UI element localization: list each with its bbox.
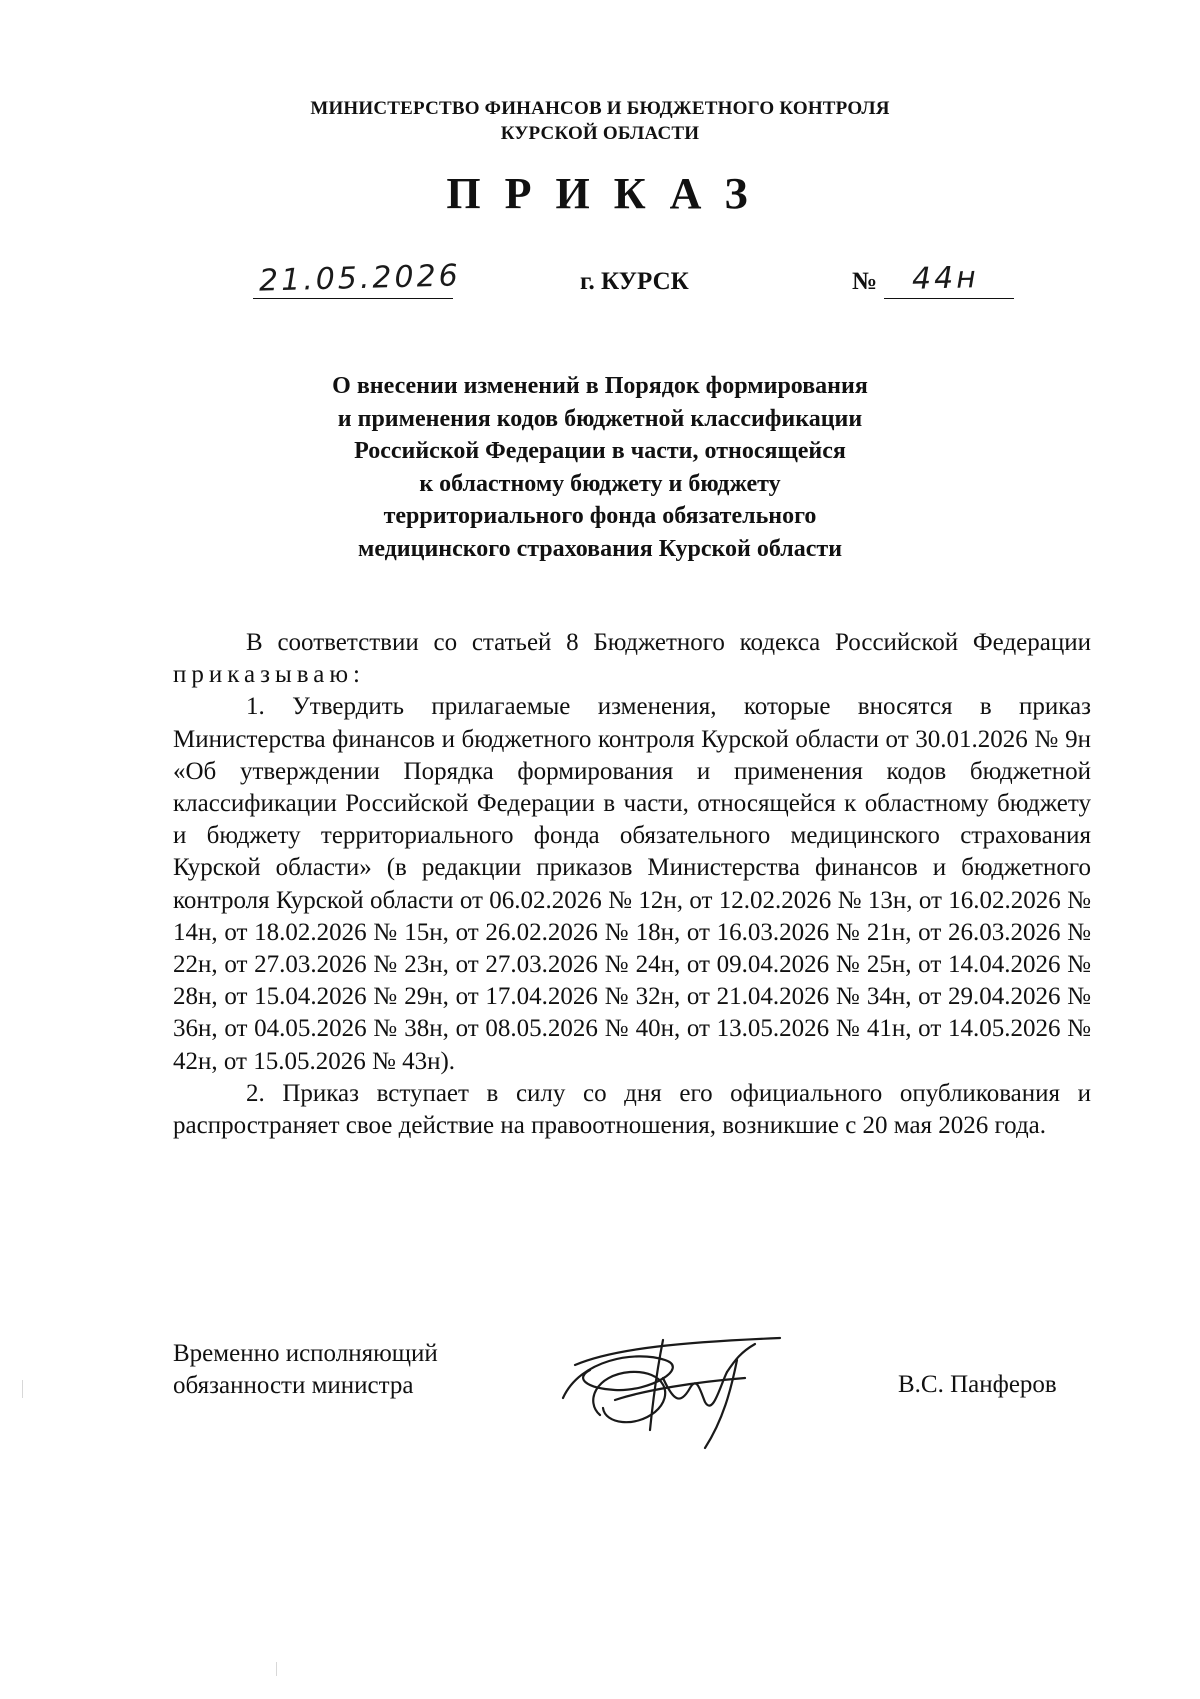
city-label: г. КУРСК [580, 268, 689, 295]
number-field [884, 258, 1014, 299]
organization-header [0, 96, 1200, 146]
subject-line: и применения кодов бюджетной классификации [337, 405, 863, 432]
subject-line: медицинского страхования Курской области [357, 535, 843, 562]
order-verb: приказываю: [173, 661, 365, 689]
document-subject [0, 370, 1200, 565]
organization-line-1: МИНИСТЕРСТВО ФИНАНСОВ И БЮДЖЕТНОГО КОНТРОЛЯ [310, 98, 890, 119]
item-1-paragraph: 1. Утвердить прилагаемые изменения, которые вносятся в приказ Министерства финансов и бюджетного контроля Курской области от 30.01.2026 № 9н «Об утверждении Порядка формирования и применения кодов бюджетной классификации Российской Федерации в части, относящейся к областному бюджету и бюджету территориального фонда обязательного медицинского страхования Курской области» (в редакции приказов Министерства финансов и бюджетного контроля Курской области от 06.02.2026 № 12н, от 12.02.2026 № 13н, от 16.02.2026 № 14н, от 18.02.2026 № 15н, от 26.02.2026 № 18н, от 16.03.2026 № 21н, от 26.03.2026 № 22н, от 27.03.2026 № 23н, от 27.03.2026 № 24н, от 09.04.2026 № 25н, от 14.04.2026 № 28н, от 15.04.2026 № 29н, от 17.04.2026 № 32н, от 21.04.2026 № 34н, от 29.04.2026 № 36н, от 04.05.2026 № 38н, от 08.05.2026 № 40н, от 13.05.2026 № 41н, от 14.05.2026 № 42н, от 15.05.2026 № 43н). [173, 693, 1091, 1075]
subject-line: Российской Федерации в части, относящейся [354, 438, 846, 464]
date-field [253, 258, 462, 299]
position-line-2: обязанности министра [173, 1372, 414, 1399]
scan-artifact [22, 1380, 23, 1398]
handwritten-signature [555, 1320, 805, 1460]
preamble-paragraph [173, 627, 1091, 691]
preamble-text: В соответствии со статьей 8 Бюджетного кодекса Российской Федерации [246, 629, 1091, 656]
document-type-title: ПРИКАЗ [446, 169, 772, 218]
item-2-paragraph: 2. Приказ вступает в силу со дня его официального опубликования и распространяет свое действие на правоотношения, возникшие с 20 мая 2026 года. [173, 1079, 1091, 1140]
subject-line: территориального фонда обязательного [383, 503, 817, 529]
signatory-name: В.С. Панферов [898, 1371, 1057, 1398]
handwritten-number: 44н [911, 260, 980, 297]
document-body [173, 627, 1091, 1142]
signatory-position [173, 1338, 503, 1402]
handwritten-date: 21.05.2026 [258, 258, 462, 299]
organization-line-2: КУРСКОЙ ОБЛАСТИ [500, 123, 700, 144]
subject-line: к областному бюджету и бюджету [419, 470, 781, 497]
number-label: № [852, 268, 878, 295]
position-line-1: Временно исполняющий [173, 1340, 438, 1367]
subject-line: О внесении изменений в Порядок формирования [332, 373, 868, 399]
scan-artifact [276, 1662, 277, 1676]
